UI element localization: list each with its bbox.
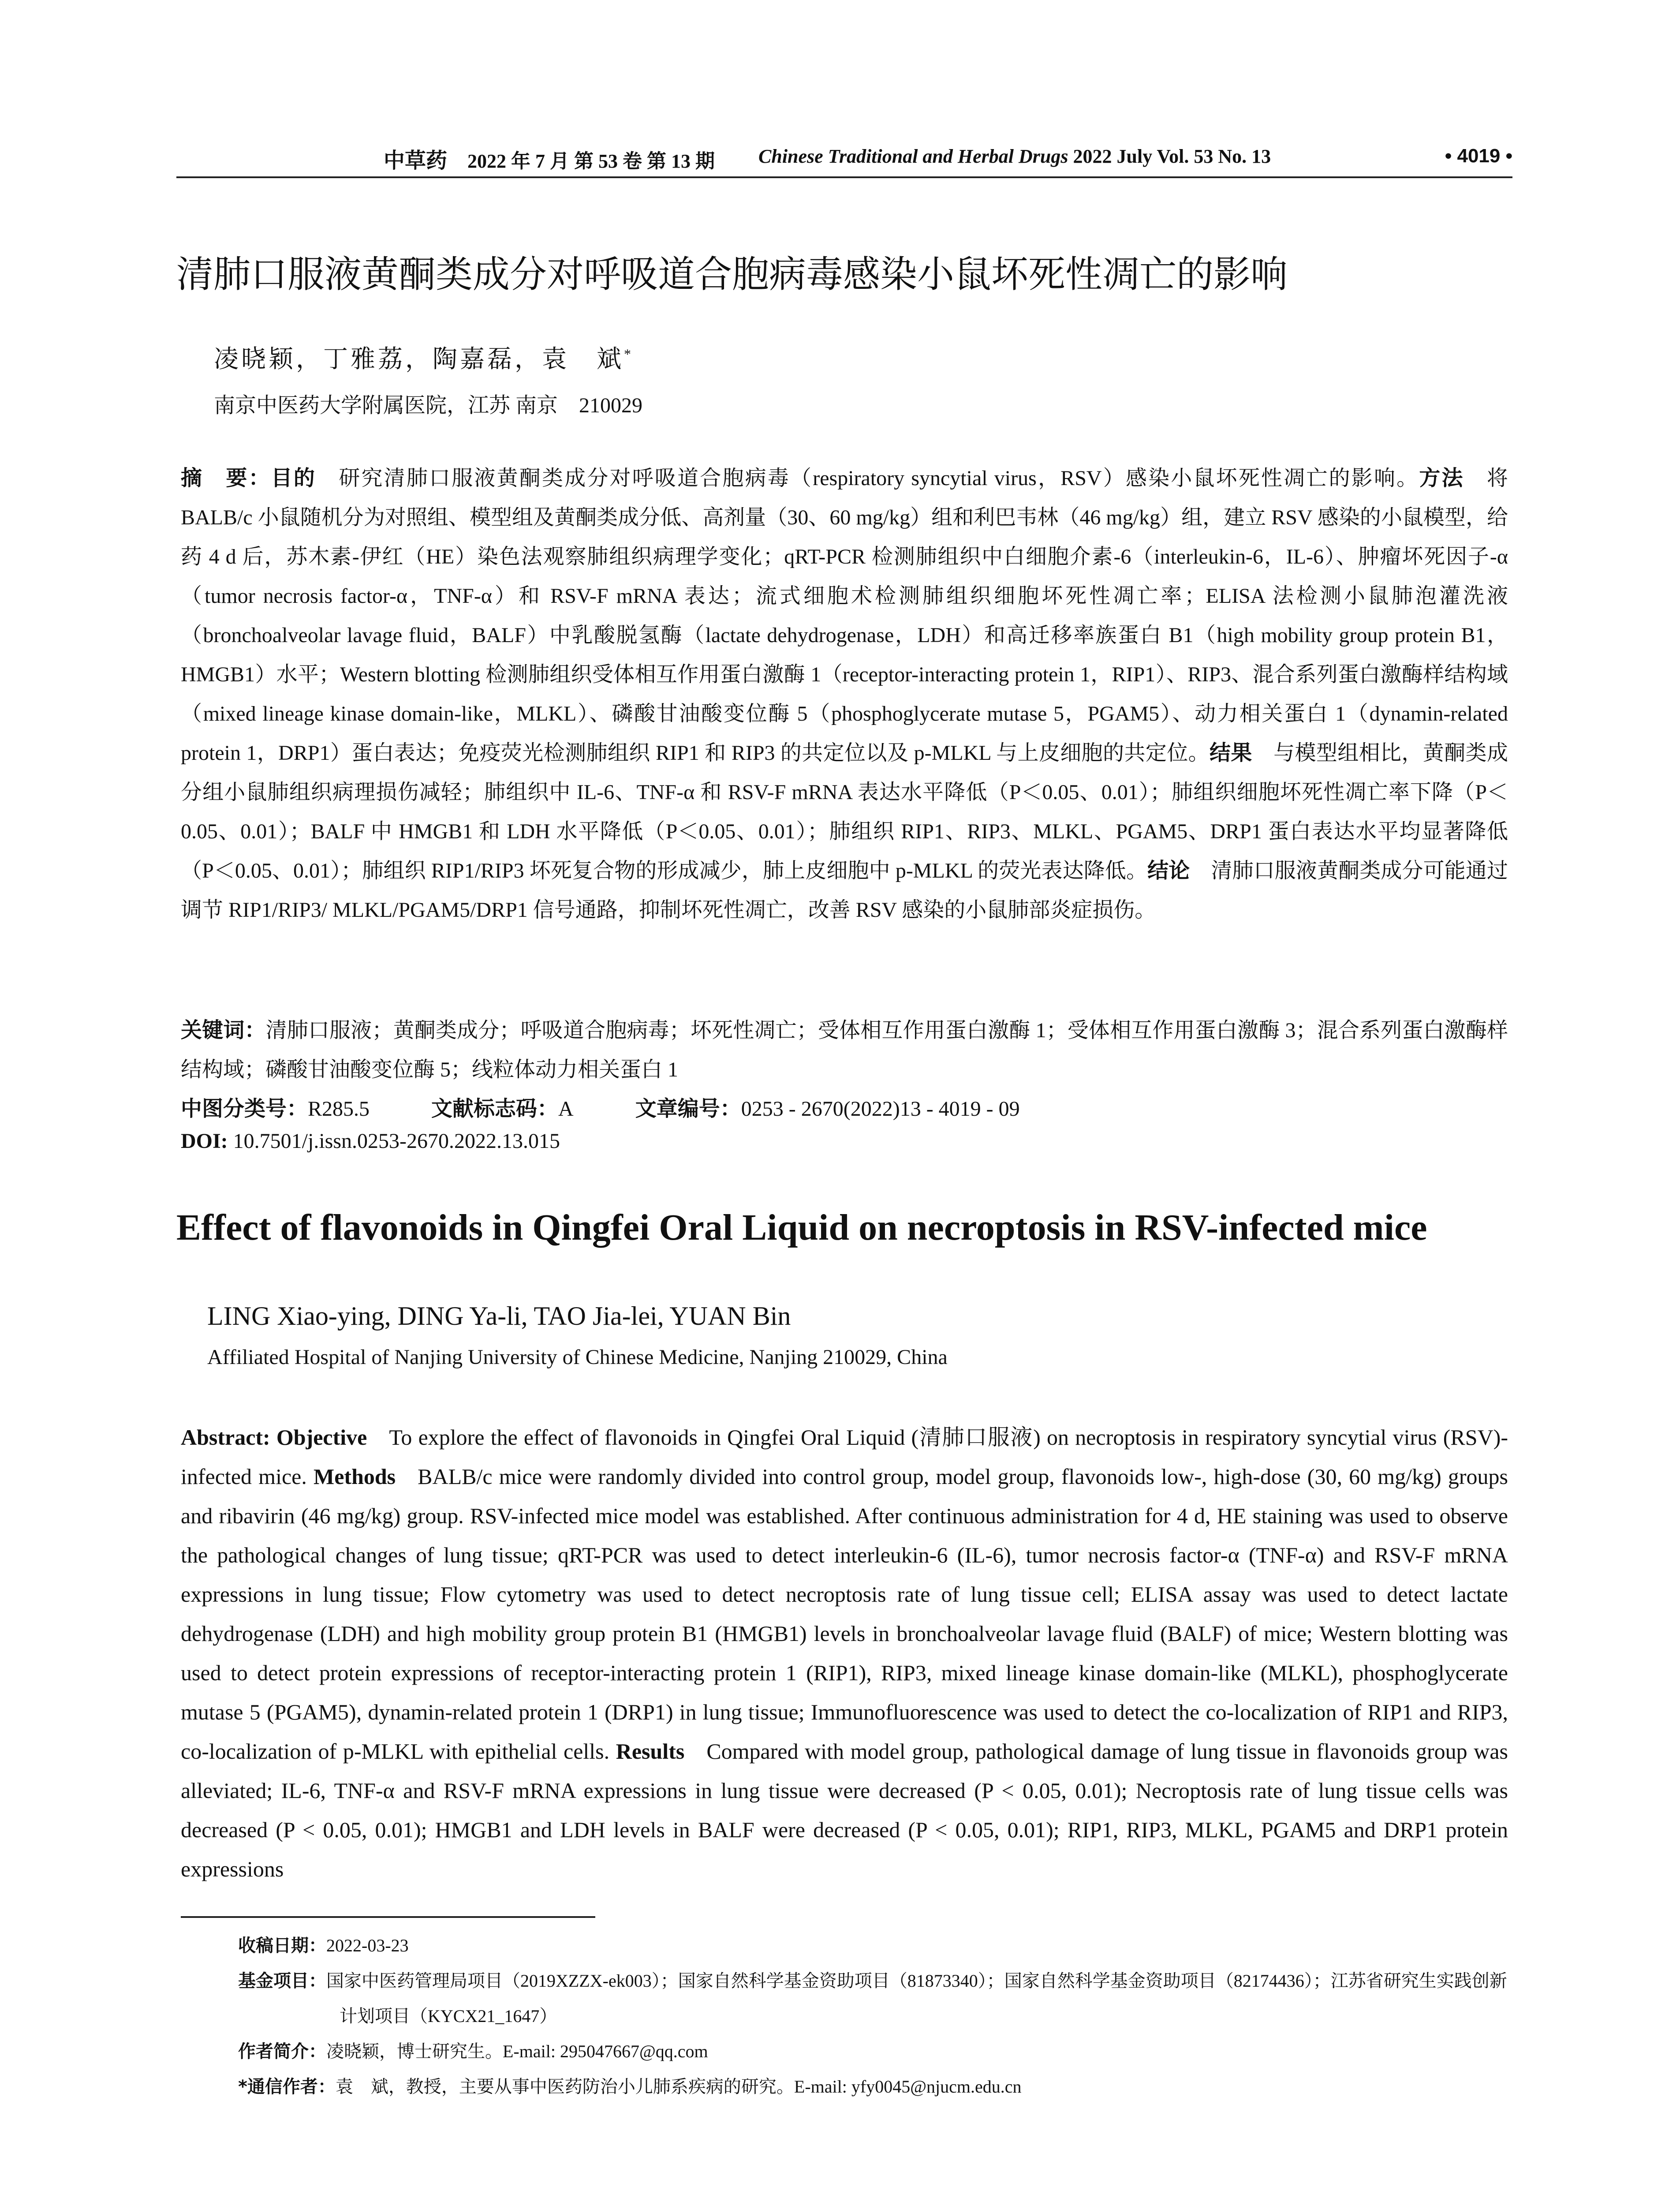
footnote-author: 作者简介：凌晓颖，博士研究生。E-mail: 295047667@qq.com (238, 2041, 708, 2062)
article-no-label: 文章编号： (635, 1096, 741, 1121)
methods-en-text: BALB/c mice were randomly divided into control group, model group, flavonoids low-, high-dose (30, 60 mg/kg) groups and ribavirin (46 mg/kg) group. RSV-infected mice model was established. After continuous administration for 4 d, HE staining was used to observe the pathological changes of lung tissue; qRT-PCR was used to detect interleukin-6 (IL-6), tumor necrosis factor-α (TNF-α) and RSV-F mRNA expressions in lung tissue; Flow cytometry was used to detect necroptosis rate of lung tissue cell; ELISA assay was used to detect lactate dehydrogenase (LDH) and high mobility group protein B1 (HMGB1) levels in bronchoalveolar lavage fluid (BALF) of mice; Western blotting was used to detect protein expressions of receptor-interacting protein 1 (RIP1), RIP3, mixed lineage kinase domain-like (MLKL), phosphoglycerate mutase 5 (PGAM5), dynamin-related protein 1 (DRP1) in lung tissue; Immunofluorescence was used to detect the co-localization of RIP1 and RIP3, co-localization of p-MLKL with epithelial cells. (181, 1464, 1508, 1764)
title-cn: 清肺口服液黄酮类成分对呼吸道合胞病毒感染小鼠坏死性凋亡的影响 (176, 253, 1288, 296)
title-en: Effect of flavonoids in Qingfei Oral Liquid on necroptosis in RSV-infected mice (176, 1207, 1427, 1248)
abstract-cn-label: 摘 要： (181, 466, 271, 490)
affiliation-cn: 南京中医药大学附属医院，江苏 南京 210029 (214, 394, 643, 417)
doi-label: DOI: (181, 1129, 228, 1153)
results-text: 与模型组相比，黄酮类成分组小鼠肺组织病理损伤减轻；肺组织中 IL-6、TNF-α 和 RSV-F mRNA 表达水平降低（P＜0.05、0.01）；肺组织细胞坏死性凋亡率下降（P＜0.05、0.01）；BALF 中 HMGB1 和 LDH 水平降低（P＜0.05、0.01）；肺组织 RIP1、RIP3、MLKL、PGAM5、DRP1 蛋白表达水平均显著降低（P＜0.05、0.01）；肺组织 RIP1/RIP3 坏死复合物的形成减少，肺上皮细胞中 p-MLKL 的荧光表达降低。 (181, 741, 1508, 882)
footnotes (238, 1928, 1508, 2104)
corresponding-mark: * (624, 346, 634, 362)
abstract-cn (181, 459, 1508, 930)
header-rule (176, 176, 1512, 178)
footnote-received: 收稿日期：2022-03-23 (238, 1936, 409, 1956)
keywords-text: 清肺口服液；黄酮类成分；呼吸道合胞病毒；坏死性凋亡；受体相互作用蛋白激酶 1；受体相互作用蛋白激酶 3；混合系列蛋白激酶样结构域；磷酸甘油酸变位酶 5；线粒体动力相关蛋白 1 (181, 1019, 1508, 1081)
footnote-fund: 基金项目：国家中医药管理局项目（2019XZZX-ek003）；国家自然科学基金资助项目（81873340）；国家自然科学基金资助项目（82174436）；江苏省研究生实践创新计划项目（KYCX21_1647） (238, 1971, 1507, 2026)
journal-name-en: Chinese Traditional and Herbal Drugs 2022 July Vol. 53 No. 13 (758, 146, 1271, 167)
footnote-rule (181, 1916, 595, 1918)
journal-masthead: 中草药 (384, 149, 448, 172)
running-header (176, 143, 1512, 174)
objective-en-text: To explore the effect of flavonoids in Qingfei Oral Liquid (清肺口服液) on necroptosis in respiratory syncytial virus (RSV)-infected mice. (181, 1425, 1508, 1489)
doc-code-value: A (558, 1097, 574, 1121)
keywords (181, 1011, 1508, 1089)
results-label: 结果 (1209, 740, 1252, 765)
clc-value: R285.5 (308, 1097, 370, 1121)
authors-cn: 凌晓颖，丁雅荔，陶嘉磊，袁 斌* (214, 346, 634, 373)
abstract-en-label: Abstract: Objective (181, 1425, 367, 1450)
doc-code-label: 文献标志码： (431, 1096, 559, 1121)
doi-value[interactable]: 10.7501/j.issn.0253-2670.2022.13.015 (233, 1129, 560, 1153)
conclusion-text: 清肺口服液黄酮类成分可能通过调节 RIP1/RIP3/ MLKL/PGAM5/DRP1 信号通路，抑制坏死性凋亡，改善 RSV 感染的小鼠肺部炎症损伤。 (181, 859, 1508, 922)
affiliation-en: Affiliated Hospital of Nanjing University of Chinese Medicine, Nanjing 210029, China (207, 1345, 948, 1369)
methods-en-label: Methods (314, 1464, 396, 1489)
objective-text: 研究清肺口服液黄酮类成分对呼吸道合胞病毒（respiratory syncytial virus，RSV）感染小鼠坏死性凋亡的影响。 (339, 467, 1419, 490)
issue-cn: 2022 年 7 月 第 53 卷 第 13 期 (467, 150, 715, 172)
page-number: • 4019 • (1445, 145, 1512, 167)
results-en-label: Results (616, 1739, 685, 1764)
article-no-value: 0253 - 2670(2022)13 - 4019 - 09 (741, 1097, 1020, 1121)
objective-label: 目的 (271, 466, 317, 490)
classification-row (181, 1089, 1508, 1129)
conclusion-label: 结论 (1147, 858, 1190, 883)
authors-en: LING Xiao-ying, DING Ya-li, TAO Jia-lei, YUAN Bin (207, 1301, 791, 1330)
abstract-en (181, 1418, 1508, 1889)
footnote-corresponding: *通信作者：袁 斌，教授，主要从事中医药防治小儿肺系疾病的研究。E-mail: yfy0045@njucm.edu.cn (238, 2077, 1022, 2097)
methods-label: 方法 (1419, 466, 1464, 490)
keywords-label: 关键词： (181, 1018, 266, 1043)
clc-label: 中图分类号： (181, 1096, 308, 1121)
doi-line (181, 1129, 560, 1153)
methods-text: 将 BALB/c 小鼠随机分为对照组、模型组及黄酮类成分低、高剂量（30、60 mg/kg）组和利巴韦林（46 mg/kg）组，建立 RSV 感染的小鼠模型，给药 4 d 后，苏木素-伊红（HE）染色法观察肺组织病理学变化；qRT-PCR 检测肺组织中白细胞介素-6（interleukin-6，IL-6）、肿瘤坏死因子-α（tumor necrosis factor-α，TNF-α）和 RSV-F mRNA 表达；流式细胞术检测肺组织细胞坏死性凋亡率；ELISA 法检测小鼠肺泡灌洗液（bronchoalveolar lavage fluid，BALF）中乳酸脱氢酶（lactate dehydrogenase，LDH）和高迁移率族蛋白 B1（high mobility group protein B1，HMGB1）水平；Western blotting 检测肺组织受体相互作用蛋白激酶 1（receptor-interacting protein 1，RIP1）、RIP3、混合系列蛋白激酶样结构域（mixed lineage kinase domain-like，MLKL）、磷酸甘油酸变位酶 5（phosphoglycerate mutase 5，PGAM5）、动力相关蛋白 1（dynamin-related protein 1，DRP1）蛋白表达；免疫荧光检测肺组织 RIP1 和 RIP3 的共定位以及 p-MLKL 与上皮细胞的共定位。 (181, 467, 1508, 765)
results-en-text: Compared with model group, pathological damage of lung tissue in flavonoids group was alleviated; IL-6, TNF-α and RSV-F mRNA expressions in lung tissue were decreased (P < 0.05, 0.01); Necroptosis rate of lung tissue cells was decreased (P < 0.05, 0.01); HMGB1 and LDH levels in BALF were decreased (P < 0.05, 0.01); RIP1, RIP3, MLKL, PGAM5 and DRP1 protein expressions (181, 1739, 1508, 1881)
issue-en: 2022 July Vol. 53 No. 13 (1073, 146, 1271, 167)
